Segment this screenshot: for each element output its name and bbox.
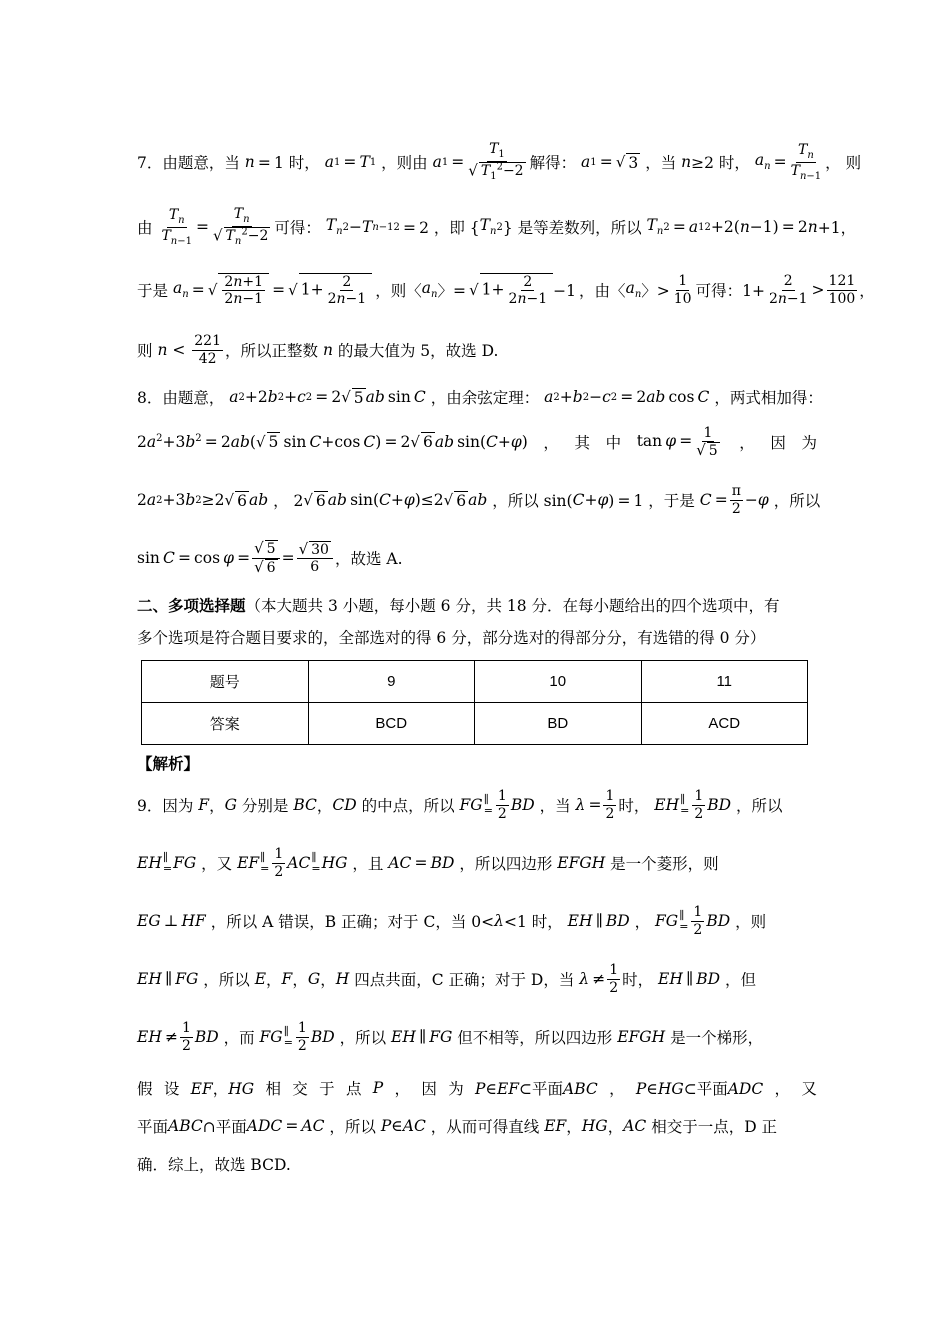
problem-7-line-3: 于是 $a_n$ = √ $\frac{2n+1}{2n-1}$ = √ 1+ $\frac{2}{2n-1}$ ，则〈 $a_n$ 〉= √ 1+ $\frac{2}{2n-1}$ −1 ，由〈 $a_n$ 〉> $\frac{1}{10}$ 可得：1+ $\frac{2}{2n-1}$ > $\frac{121}{100}$ ， (137, 273, 875, 307)
problem-8-line-3: 2 a 2 +3 b 2 ≥2 √ 6 ab ， 2 √ 6 ab sin( C + φ )≤2 √ 6 ab ，所以 sin( C + φ ) = 1 ，于是 C = $\frac{\pi}{2}$ − φ ，所以 (137, 483, 821, 517)
table-cell: ACD (641, 703, 808, 745)
analysis-label-line (137, 752, 817, 774)
problem-9-line-8 (137, 1152, 817, 1176)
problem-9-line-8-text: 确．综上，故选 BCD. (137, 1156, 291, 1174)
table-cell: 10 (475, 661, 642, 703)
problem-9-line-5: EH ≠ $\frac{1}{2}$ BD ，而 FG ∥ = $\frac{1}{2}$ BD ，所以 EH ∥ FG 但不相等，所以四边形 EFGH 是一个梯形， (137, 1020, 764, 1054)
problem-9-line-7: 平面 ABC ∩平面 ADC = AC ，所以 P ∈ AC ，从而可得直线 EF ， HG ， AC 相交于一点，D 正 (137, 1117, 778, 1136)
table-cell: 题号 (142, 661, 309, 703)
problem-9-line-2: EH ∥ = FG ，又 EF ∥ = $\frac{1}{2}$ AC ∥ = HG ，且 AC = BD ，所以四边形 EFGH 是一个菱形，则 (137, 846, 719, 880)
problem-9-line-6: 假 设 EF，HG 相 交 于 点 P ， 因 为 P∈EF⊂平面ABC ， P∈HG⊂平面ADC ， 又 (137, 1079, 817, 1098)
table-cell: 答案 (142, 703, 309, 745)
table-cell: BCD (308, 703, 475, 745)
problem-7-line-4: 则 n < $\frac{221}{42}$ ，所以正整数 n 的最大值为 5，故选 D. (137, 333, 499, 367)
table-row (142, 661, 808, 703)
problem-9-line-1: 9．因为 F ， G 分别是 BC ， CD 的中点，所以 FG ∥ = $\frac{1}{2}$ BD ，当 λ = $\frac{1}{2}$ 时， EH ∥ = $\frac{1}{2}$ BD ，所以 (137, 788, 783, 822)
section-2-desc-1: （本大题共 3 小题，每小题 6 分，共 18 分．在每小题给出的四个选项中，有 (245, 597, 780, 615)
problem-9-line-4: EH ∥ FG ，所以 E ， F ， G ， H 四点共面，C 正确；对于 D，当 λ ≠ $\frac{1}{2}$ 时， EH ∥ BD ，但 (137, 962, 757, 996)
table-cell: 11 (641, 661, 808, 703)
problem-8-line-4: sin C = cos φ = $\frac{√ 5}{√ 6}$ = $\frac{√ 30}{6}$ ，故选 A. (137, 539, 403, 576)
section-2-line-1 (137, 594, 817, 616)
section-2-line-2 (137, 626, 817, 648)
section-2-title: 二、多项选择题 (137, 597, 246, 615)
problem-8-line-2: $2a^2+3b^2 = 2ab(√$ 5 sin C+cos C) = 2√ 6 ab sin(C+φ) ， 其 中 tan φ = $\frac{1}{√ 5}$ ， 因 为 (137, 424, 817, 459)
problem-8-line-1: 8．由题意， a 2 +2 b 2 + c 2 = 2 √ 5 ab sin C ，由余弦定理： a 2 + b 2 − c 2 = 2 ab cos C ，两式相加得： (137, 388, 823, 407)
answer-table (141, 660, 808, 745)
table-cell: BD (475, 703, 642, 745)
table-cell: 9 (308, 661, 475, 703)
problem-9-line-3: EG ⊥ HF ，所以 A 错误，B 正确；对于 C，当 0< λ <1 时， EH ∥ BD ， FG ∥ = $\frac{1}{2}$ BD ，则 (137, 904, 767, 938)
problem-7-line-1: 7．由题意，当 n = 1 时， a 1 = T 1 ，则由 a 1 = $\frac{T_1}{√ T_1^2-2}$ 解得： a 1 = √ 3 ，当 n ≥2 时， $a_n$ = $\frac{T_n}{T_{n-1}}$ ， 则 (137, 141, 862, 183)
analysis-label: 【解析】 (137, 755, 200, 773)
section-2-desc-2: 多个选项是符合题目要求的，全部选对的得 6 分，部分选对的得部分分，有选错的得 0 分） (137, 629, 766, 647)
problem-7-line-2: 由 $\frac{T_n}{T_{n-1}}$ = $\frac{T_n}{√ T_n^2-2}$ 可得： $T_n$ 2 − T n−1 2 = 2 ，即 { $T_n$ 2 } 是等差数列，所以 $T_n$ 2 = a 1 2 +2( n −1) = 2 n +1， (137, 206, 857, 248)
table-row (142, 703, 808, 745)
